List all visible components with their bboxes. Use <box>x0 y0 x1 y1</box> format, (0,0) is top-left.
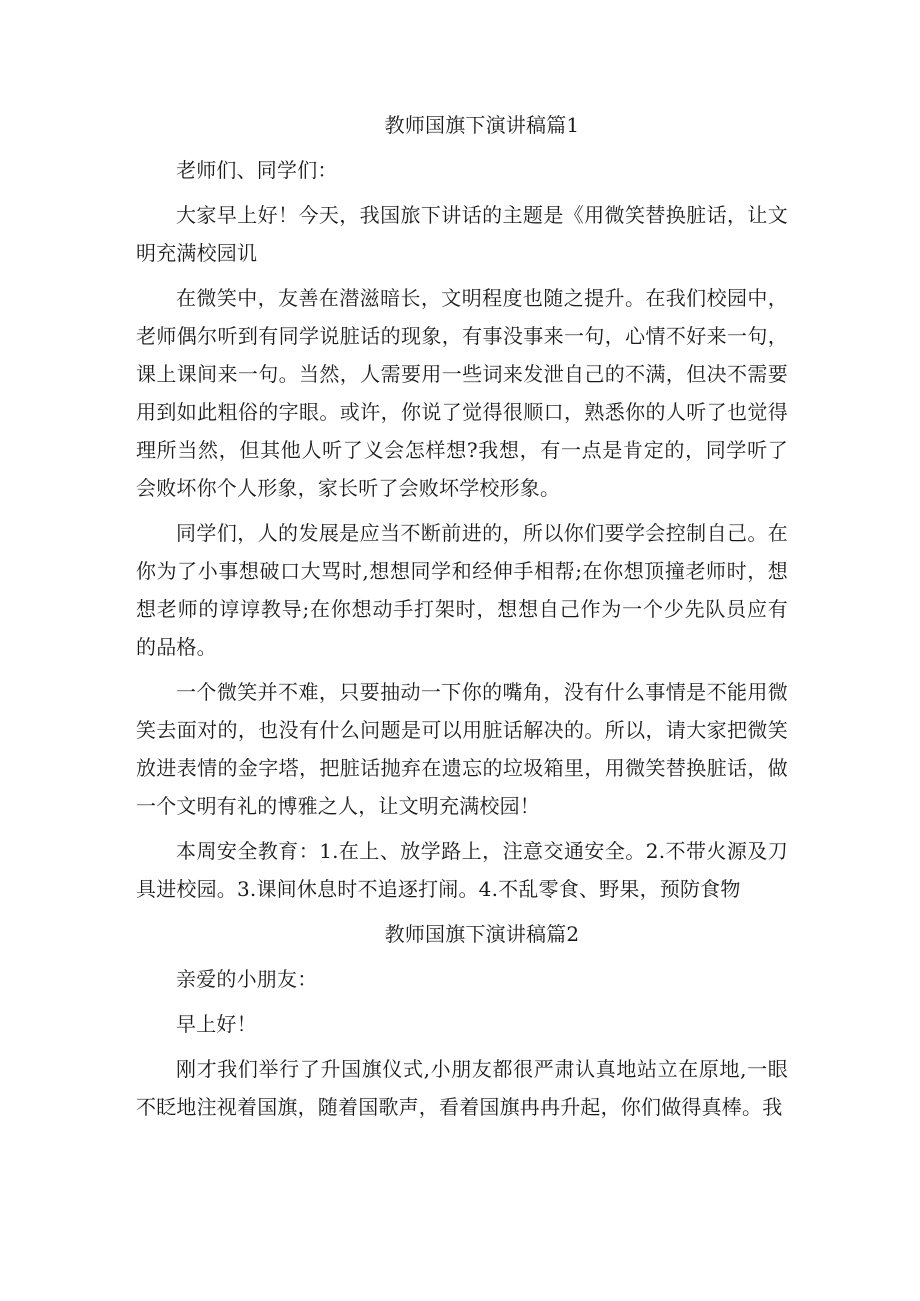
section-title: 教师国旗下演讲稿篇2 <box>384 922 580 946</box>
paragraph: 本周安全教育：1.在上、放学路上，注意交通安全。2.不带火源及刀具进校园。3.课间休息时不追逐打闹。4.不乱零食、野果，预防食物 <box>136 839 788 901</box>
greeting: 早上好！ <box>176 1012 257 1036</box>
paragraph: 一个微笑并不难，只要抽动一下你的嘴角，没有什么事情是不能用微笑去面对的，也没有什么问题是可以用脏话解决的。所以，请大家把微笑放进表情的金字塔，把脏话抛弃在遗忘的垃圾箱里，用微笑替换脏话，做一个文明有礼的博雅之人，让文明充满校园！ <box>136 680 788 818</box>
document-body <box>136 106 788 1133</box>
salutation: 亲爱的小朋友： <box>176 967 318 991</box>
section-title: 教师国旗下演讲稿篇1 <box>384 113 580 137</box>
paragraph: 刚才我们举行了升国旗仪式,小朋友都很严肃认真地站立在原地,一眼不眨地注视着国旗，随着国歌声，看着国旗冉冉升起，你们做得真棒。我 <box>136 1057 788 1119</box>
paragraph: 在微笑中，友善在潜滋暗长，文明程度也随之提升。在我们校园中，老师偶尔听到有同学说脏话的现象，有事没事来一句，心情不好来一句，课上课间来一句。当然，人需要用一些词来发泄自己的不满，但决不需要用到如此粗俗的字眼。或许，你说了觉得很顺口，熟悉你的人听了也觉得理所当然，但其他人听了义会怎样想?我想，有一点是肯定的，同学听了会败坏你个人形象，家长听了会败坏学校形象。 <box>136 286 788 500</box>
paragraph: 同学们，人的发展是应当不断前进的，所以你们要学会控制自己。在你为了小事想破口大骂时,想想同学和经伸手相帮;在你想顶撞老师时，想想老师的谆谆教导;在你想动手打架时，想想自己作为一个少先队员应有的品格。 <box>136 521 788 659</box>
paragraph: 大家早上好！今天，我国旅下讲话的主题是《用微笑替换脏话，让文明充满校园讥 <box>136 203 788 265</box>
salutation: 老师们、同学们： <box>176 158 338 182</box>
